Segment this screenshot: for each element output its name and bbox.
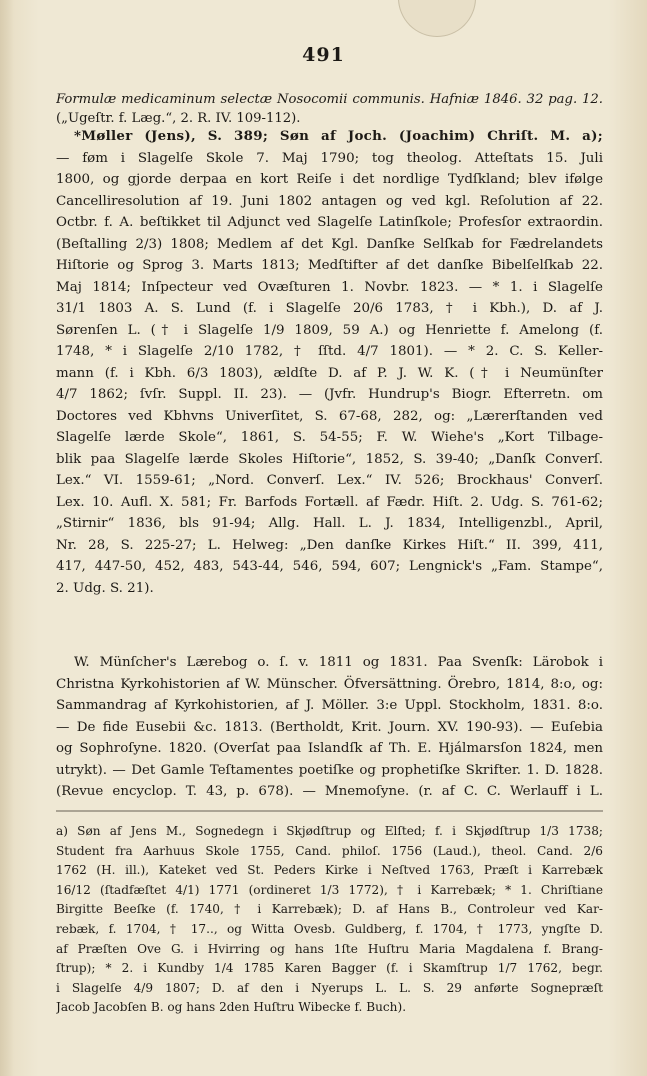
entry-line: Cancelliresolution af 19. Juni 1802 antagen og ved kgl. Reſolution af 22. xyxy=(56,193,603,209)
entry-line: *Møller (Jens), S. 389; Søn af Joch. (Joachim) Chriſt. M. a); xyxy=(74,128,603,144)
reference-line: („Ugeſtr. f. Læg.“, 2. R. IV. 109‑112). xyxy=(56,111,301,126)
entry-line: Lex. 10. Aufl. X. 581; Fr. Barfods Fortæll. af Fædr. Hiſt. 2. Udg. S. 761‑62; xyxy=(56,494,603,510)
footnote-line: rebæk, f. 1704, † 17.., og Witta Ovesb. Guldberg, f. 1704, † 1773, yngſte D. xyxy=(56,921,603,936)
entry-line: 31/1 1803 A. S. Lund (f. i Slagelſe 20/6 1783, † i Kbh.), D. af J. xyxy=(56,301,603,316)
reference-line: Formulæ medicaminum selectæ Nosocomii communis. Hafniæ 1846. 32 pag. 12. xyxy=(56,92,603,107)
entry-line: 417, 447‑50, 452, 483, 543‑44, 546, 594, 607; Lengnick's „Fam. Stampe“, xyxy=(56,559,603,574)
page-gutter-shadow xyxy=(0,0,14,1076)
footnote-line: 1762 (H. ill.), Kateket ved St. Peders Kirke i Neſtved 1763, Præſt i Karrebæk xyxy=(56,863,603,878)
entry-line: Nr. 28, S. 225‑27; L. Helweg: „Den danſke Kirkes Hiſt.“ II. 399, 411, xyxy=(56,537,603,553)
works-line: W. Münſcher's Lærebog o. ſ. v. 1811 og 1831. Paa Svenſk: Lärobok i xyxy=(74,655,603,670)
entry-line: Maj 1814; Inſpecteur ved Ovæſturen 1. Novbr. 1823. — * 1. i Slagelſe xyxy=(56,279,603,295)
entry-line: Sørenſen L. († i Slagelſe 1/9 1809, 59 A.) og Henriette f. Amelong (f. xyxy=(56,322,603,338)
entry-line: Slagelſe lærde Skole“, 1861, S. 54‑55; F. W. Wiehe's „Kort Tilbage- xyxy=(56,430,603,445)
page-tab-notch xyxy=(398,0,476,37)
works-line: Christna Kyrkohistorien af W. Münscher. Öfversättning. Örebro, 1814, 8:o, og: xyxy=(56,676,603,692)
works-line: Sammandrag af Kyrkohistorien, af J. Möller. 3:e Uppl. Stockholm, 1831. 8:o. xyxy=(56,698,603,713)
works-line: og Sophroſyne. 1820. (Overſat paa Islandſk af Th. E. Hjálmarsſon 1824, men xyxy=(56,741,603,756)
footnote-divider xyxy=(56,810,603,812)
entry-line: Doctores ved Kbhvns Univerſitet, S. 67‑68, 282, og: „Lærerſtanden ved xyxy=(56,408,603,424)
works-line: utrykt). — Det Gamle Teſtamentes poetiſke og prophetiſke Skrifter. 1. D. 1828. xyxy=(56,762,603,778)
footnote-line: Jacob Jacobſen B. og hans 2den Huſtru Wibecke f. Buch). xyxy=(56,1000,407,1015)
entry-line: Octbr. f. A. beſtikket til Adjunct ved Slagelſe Latinſkole; Profesſor extraordin. xyxy=(56,215,603,230)
entry-line: blik paa Slagelſe lærde Skoles Hiſtorie“, 1852, S. 39‑40; „Danſk Converſ. xyxy=(56,451,603,467)
footnote-line: a) Søn af Jens M., Sognedegn i Skjødſtrup og Elſted; f. i Skjødſtrup 1/3 1738; xyxy=(56,824,603,838)
reference-lines xyxy=(56,90,603,128)
footnote xyxy=(56,822,603,1018)
biography-entry xyxy=(56,126,603,599)
entry-line: — føm i Slagelſe Skole 7. Maj 1790; tog theolog. Atteſtats 15. Juli xyxy=(56,150,603,166)
page-number: 491 xyxy=(302,44,345,66)
works-paragraph xyxy=(56,652,603,803)
works-line: (Revue encyclop. T. 43, p. 678). — Mnemoſyne. (r. af C. C. Werlauff i L. xyxy=(56,784,603,799)
entry-line: Hiſtorie og Sprog 3. Marts 1813; Medſtifter af det danſke Bibelſelſkab 22. xyxy=(56,258,603,273)
footnote-line: 16/12 (ſtadfæſtet 4/1) 1771 (ordineret 1/3 1772), † i Karrebæk; * 1. Chriſtiane xyxy=(56,882,603,897)
entry-line: (Beſtalling 2/3) 1808; Medlem af det Kgl. Danſke Selſkab for Fædrelandets xyxy=(56,236,603,252)
footnote-line: Student fra Aarhuus Skole 1755, Cand. philoſ. 1756 (Laud.), theol. Cand. 2/6 xyxy=(56,843,603,858)
entry-line: Lex.“ VI. 1559‑61; „Nord. Converſ. Lex.“ IV. 526; Brockhaus' Converſ. xyxy=(56,473,603,488)
entry-line: 1800, og gjorde derpaa en kort Reiſe i det nordlige Tydſkland; blev ifølge xyxy=(56,172,603,187)
footnote-line: ſtrup); * 2. i Kundby 1/4 1785 Karen Bagger (f. i Skamſtrup 1/7 1762, begr. xyxy=(56,961,603,976)
entry-line: mann (f. i Kbh. 6/3 1803), ældſte D. af P. J. W. K. († i Neumünſter xyxy=(56,365,603,381)
entry-line: „Stirnir“ 1836, bls 91‑94; Allg. Hall. L. J. 1834, Intelligenzbl., April, xyxy=(56,516,603,531)
works-line: — De fide Eusebii &c. 1813. (Bertholdt, Krit. Journ. XV. 190‑93). — Euſebia xyxy=(56,719,603,735)
entry-line: 1748, * i Slagelſe 2/10 1782, † ſſtd. 4/7 1801). — * 2. C. S. Keller- xyxy=(56,344,603,359)
entry-line: 2. Udg. S. 21). xyxy=(56,580,154,596)
footnote-line: Birgitte Beeſke (f. 1740, † i Karrebæk); D. af Hans B., Controleur ved Kar- xyxy=(56,902,603,917)
footnote-line: i Slagelſe 4/9 1807; D. af den i Nyerups L. L. S. 29 anførte Sognepræſt xyxy=(56,980,603,995)
footnote-line: af Præſten Ove G. i Hvirring og hans 1ſte Huſtru Maria Magdalena f. Brang- xyxy=(56,941,603,956)
entry-line: 4/7 1862; ſvſr. Suppl. II. 23). — (Jvfr. Hundrup's Biogr. Efterretn. om xyxy=(56,387,603,402)
